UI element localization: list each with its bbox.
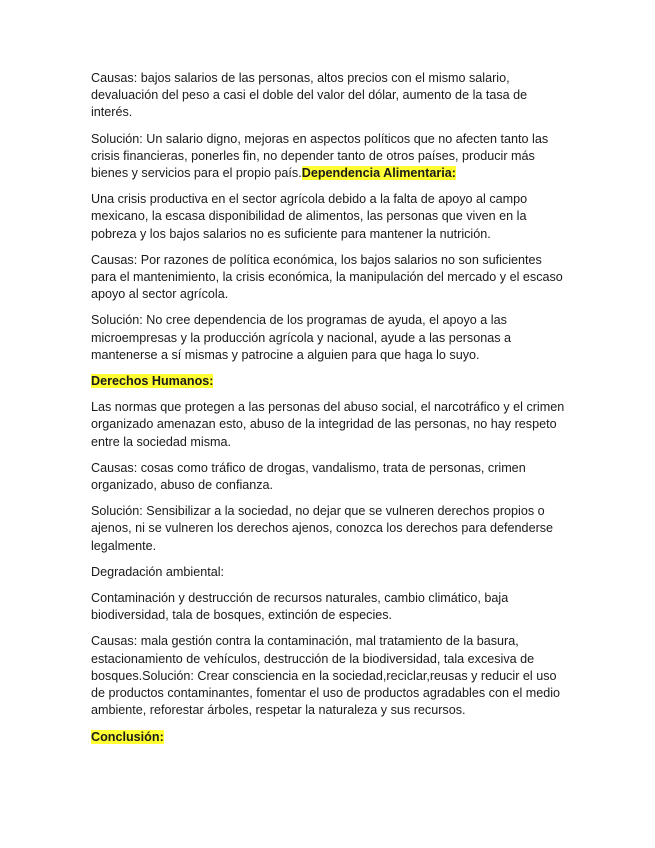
paragraph-solucion-economia (91, 131, 569, 183)
paragraph-dependencia-solucion: Solución: No cree dependencia de los programas de ayuda, el apoyo a las microempresas y la producción agrícola y nacional, ayude a las personas a mantenerse a sí mismas y patrocine a alguien para que haga lo suyo. (91, 313, 512, 362)
paragraph-dependencia-descripcion: Una crisis productiva en el sector agrícola debido a la falta de apoyo al campo mexicano, la escasa disponibilidad de alimentos, las personas que viven en la pobreza y los bajos salarios no es suficiente para mantener la nutrición. (91, 192, 528, 241)
paragraph-derechos-causas: Causas: cosas como tráfico de drogas, vandalismo, trata de personas, crimen organizado, abuso de confianza. (91, 460, 526, 493)
heading-derechos-humanos: Derechos Humanos: (91, 374, 214, 389)
paragraph-derechos-descripcion: Las normas que protegen a las personas del abuso social, el narcotráfico y el crimen organizado amenazan esto, abuso de la integridad de las personas, no hay respeto entre la sociedad misma. (91, 400, 565, 449)
heading-conclusion: Conclusión: (91, 729, 164, 744)
heading-derechos-humanos-row (91, 373, 569, 390)
heading-degradacion-ambiental: Degradación ambiental: (91, 564, 225, 579)
paragraph-causas-economia: Causas: bajos salarios de las personas, altos precios con el mismo salario, devaluación del peso a casi el doble del valor del dólar, aumento de la tasa de interés. (91, 71, 528, 120)
heading-conclusion-row (91, 729, 569, 746)
paragraph-derechos-solucion: Solución: Sensibilizar a la sociedad, no dejar que se vulneren derechos propios o ajenos, ni se vulneren los derechos ajenos, conozca los derechos para defenderse legalmente. (91, 504, 554, 553)
heading-dependencia-alimentaria: Dependencia Alimentaria: (301, 166, 456, 181)
document-page (91, 70, 569, 755)
paragraph-degradacion-causas-solucion: Causas: mala gestión contra la contaminación, mal tratamiento de la basura, estacionamiento de vehículos, destrucción de la biodiversidad, tala excesiva de bosques.Solución: Crear consciencia en la sociedad,reciclar,reusas y reducir el uso de productos contaminantes, fomentar el uso de productos agradables con el medio ambiente, reforestar árboles, respetar la naturaleza y sus recursos. (91, 634, 561, 718)
paragraph-dependencia-causas: Causas: Por razones de política económica, los bajos salarios no son suficientes para el mantenimiento, la crisis económica, la manipulación del mercado y el escaso apoyo al sector agrícola. (91, 252, 563, 302)
paragraph-degradacion-descripcion: Contaminación y destrucción de recursos naturales, cambio climático, baja biodiversidad, tala de bosques, extinción de especies. (91, 591, 509, 623)
solucion-economia-text: Solución: Un salario digno, mejoras en aspectos políticos que no afecten tanto las crisis financieras, ponerles fin, no depender tanto de otros países, producir más bienes y servicios para el propio país. (91, 131, 549, 181)
